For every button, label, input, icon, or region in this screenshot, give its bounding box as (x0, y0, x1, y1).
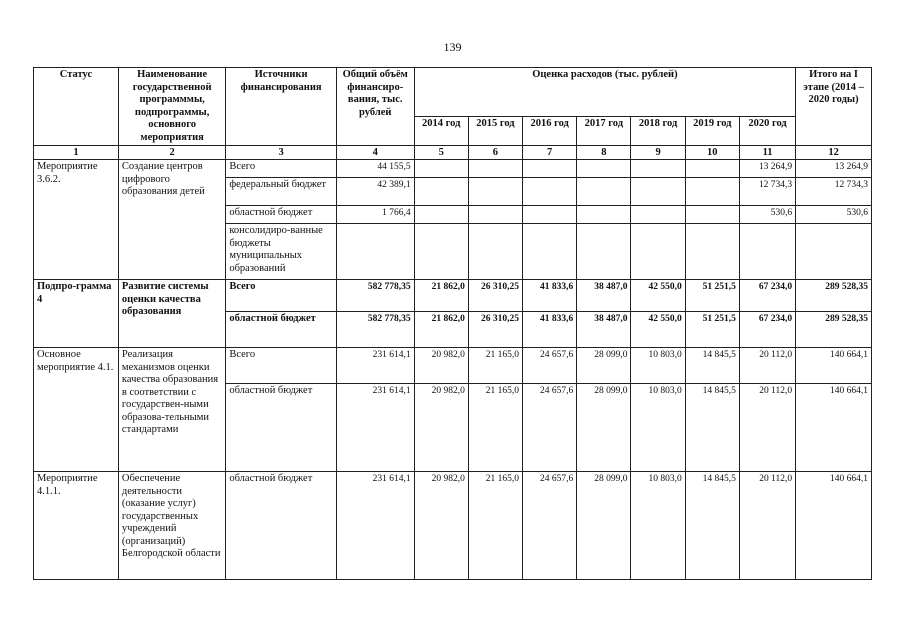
column-number: 10 (685, 146, 739, 160)
page-number: 139 (443, 40, 462, 54)
row-value: 21 862,0 (414, 312, 468, 348)
row-value: 12 734,3 (739, 178, 795, 206)
row-value: 231 614,1 (336, 384, 414, 472)
row-value (577, 206, 631, 224)
row-source: федеральный бюджет (226, 178, 337, 206)
row-value: 28 099,0 (577, 348, 631, 384)
table-row (34, 472, 872, 580)
row-value: 140 664,1 (796, 384, 872, 472)
row-value (414, 224, 468, 280)
header-year: 2019 год (685, 117, 739, 146)
row-value (414, 178, 468, 206)
row-value: 28 099,0 (577, 472, 631, 580)
row-value (577, 160, 631, 178)
row-value: 21 165,0 (468, 472, 522, 580)
column-number: 5 (414, 146, 468, 160)
header-year: 2016 год (523, 117, 577, 146)
column-number: 12 (796, 146, 872, 160)
header-status: Статус (34, 68, 119, 146)
row-value (685, 178, 739, 206)
row-value: 67 234,0 (739, 312, 795, 348)
row-value: 20 982,0 (414, 384, 468, 472)
row-value: 140 664,1 (796, 472, 872, 580)
row-value (631, 178, 685, 206)
row-value: 140 664,1 (796, 348, 872, 384)
budget-table (33, 67, 872, 580)
row-value: 51 251,5 (685, 280, 739, 312)
column-number: 9 (631, 146, 685, 160)
row-value: 14 845,5 (685, 384, 739, 472)
row-status: Мероприятие 3.6.2. (34, 160, 119, 280)
header-year: 2015 год (468, 117, 522, 146)
row-value (523, 178, 577, 206)
row-value: 67 234,0 (739, 280, 795, 312)
row-status: Мероприятие 4.1.1. (34, 472, 119, 580)
header-year: 2014 год (414, 117, 468, 146)
header-year: 2017 год (577, 117, 631, 146)
column-number-row (34, 146, 872, 160)
table-row (34, 160, 872, 178)
header-estimate: Оценка расходов (тыс. рублей) (414, 68, 796, 117)
row-value: 13 264,9 (739, 160, 795, 178)
row-status: Подпро-грамма 4 (34, 280, 119, 348)
row-value: 24 657,6 (523, 384, 577, 472)
row-value: 26 310,25 (468, 280, 522, 312)
row-value (468, 206, 522, 224)
row-value: 20 112,0 (739, 472, 795, 580)
row-value: 530,6 (739, 206, 795, 224)
row-value (631, 224, 685, 280)
column-number: 1 (34, 146, 119, 160)
row-value: 41 833,6 (523, 280, 577, 312)
row-value (523, 224, 577, 280)
row-source: Всего (226, 280, 337, 312)
row-value (468, 160, 522, 178)
row-value: 582 778,35 (336, 280, 414, 312)
header-row (34, 68, 872, 117)
row-source: Всего (226, 160, 337, 178)
row-value: 231 614,1 (336, 348, 414, 384)
header-stage-total: Итого на I этапе (2014 – 2020 годы) (796, 68, 872, 146)
row-name: Реализация механизмов оценки качества образования в соответствии с государствен-ными образова-тельными стандартами (118, 348, 225, 472)
row-value: 13 264,9 (796, 160, 872, 178)
row-value: 20 982,0 (414, 348, 468, 384)
column-number: 8 (577, 146, 631, 160)
row-value: 42 550,0 (631, 312, 685, 348)
row-value: 42 389,1 (336, 178, 414, 206)
row-source: областной бюджет (226, 472, 337, 580)
column-number: 7 (523, 146, 577, 160)
column-number: 11 (739, 146, 795, 160)
row-value (685, 224, 739, 280)
table-row (34, 280, 872, 312)
row-value: 231 614,1 (336, 472, 414, 580)
row-value: 51 251,5 (685, 312, 739, 348)
row-value: 12 734,3 (796, 178, 872, 206)
column-number: 4 (336, 146, 414, 160)
row-name: Развитие системы оценки качества образования (118, 280, 225, 348)
row-value (414, 206, 468, 224)
header-name: Наименование государственной программмы, подпрограммы, основного мероприятия (118, 68, 225, 146)
row-value (577, 224, 631, 280)
row-source: областной бюджет (226, 384, 337, 472)
table-row (34, 348, 872, 384)
column-number: 3 (226, 146, 337, 160)
row-value: 20 112,0 (739, 348, 795, 384)
row-source: Всего (226, 348, 337, 384)
row-name: Обеспечение деятельности (оказание услуг) государственных учреждений (организаций) Белгородской области (118, 472, 225, 580)
row-value (631, 206, 685, 224)
row-value: 24 657,6 (523, 472, 577, 580)
row-source: консолидиро-ванные бюджеты муниципальных образований (226, 224, 337, 280)
header-sources: Источники финансирования (226, 68, 337, 146)
row-value: 289 528,35 (796, 312, 872, 348)
row-value: 26 310,25 (468, 312, 522, 348)
row-value: 20 112,0 (739, 384, 795, 472)
row-value: 14 845,5 (685, 348, 739, 384)
row-value: 28 099,0 (577, 384, 631, 472)
row-value: 38 487,0 (577, 312, 631, 348)
row-value (468, 224, 522, 280)
row-value: 10 803,0 (631, 472, 685, 580)
row-value: 38 487,0 (577, 280, 631, 312)
row-value: 42 550,0 (631, 280, 685, 312)
row-source: областной бюджет (226, 206, 337, 224)
row-value (577, 178, 631, 206)
row-value (414, 160, 468, 178)
row-value: 10 803,0 (631, 348, 685, 384)
row-value (796, 224, 872, 280)
column-number: 6 (468, 146, 522, 160)
row-value: 21 165,0 (468, 384, 522, 472)
row-value: 14 845,5 (685, 472, 739, 580)
row-value: 41 833,6 (523, 312, 577, 348)
row-value: 530,6 (796, 206, 872, 224)
row-value (631, 160, 685, 178)
header-year: 2018 год (631, 117, 685, 146)
row-value (685, 160, 739, 178)
row-value: 1 766,4 (336, 206, 414, 224)
row-value (468, 178, 522, 206)
row-status: Основное мероприятие 4.1. (34, 348, 119, 472)
row-name: Создание центров цифрового образования детей (118, 160, 225, 280)
row-value (336, 224, 414, 280)
row-value (523, 160, 577, 178)
header-year: 2020 год (739, 117, 795, 146)
row-value: 20 982,0 (414, 472, 468, 580)
table-body (34, 160, 872, 580)
row-value: 10 803,0 (631, 384, 685, 472)
row-value (685, 206, 739, 224)
row-value (739, 224, 795, 280)
column-number: 2 (118, 146, 225, 160)
row-value: 21 165,0 (468, 348, 522, 384)
row-value: 44 155,5 (336, 160, 414, 178)
row-value: 24 657,6 (523, 348, 577, 384)
row-value: 21 862,0 (414, 280, 468, 312)
row-value (523, 206, 577, 224)
row-value: 582 778,35 (336, 312, 414, 348)
header-total: Общий объём финансиро-вания, тыс. рублей (336, 68, 414, 146)
row-source: областной бюджет (226, 312, 337, 348)
row-value: 289 528,35 (796, 280, 872, 312)
